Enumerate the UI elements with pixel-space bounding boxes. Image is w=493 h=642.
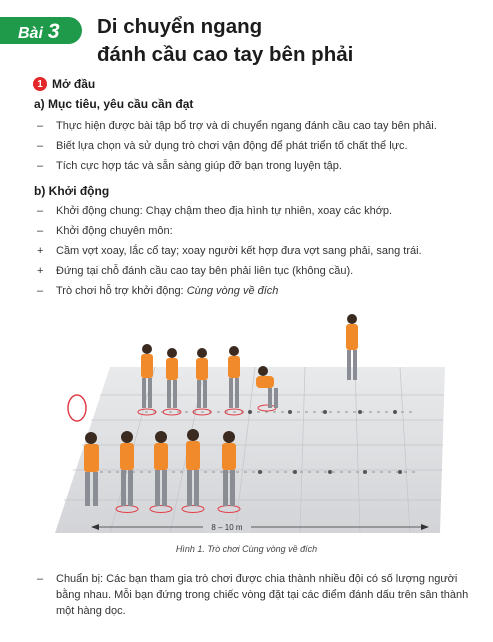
section-number-circle: 1: [33, 77, 47, 91]
list-item: – Trò chơi hỗ trợ khởi động: Cùng vòng về đích: [37, 285, 279, 297]
heading-a: a) Mục tiêu, yêu cầu cần đạt: [34, 97, 194, 111]
title-line-2: đánh cầu cao tay bên phải: [97, 43, 354, 66]
list-item: + Cầm vợt xoay, lắc cổ tay; xoay người kết hợp đưa vợt sang phải, sang trái.: [37, 245, 422, 257]
lesson-word: Bài: [18, 25, 43, 42]
section-label: Mở đầu: [52, 77, 96, 91]
title-line-1: Di chuyển ngang: [97, 15, 263, 38]
list-item: – Biết lựa chọn và sử dụng trò chơi vận động để phát triển tố chất thể lực.: [37, 140, 408, 152]
distance-label: 8 – 10 m: [211, 523, 243, 532]
game-name: Cùng vòng về đích: [186, 285, 279, 297]
lesson-badge: [0, 17, 82, 44]
game-illustration: [55, 305, 450, 537]
lesson-number: 3: [47, 20, 60, 43]
list-item: – Khởi động chuyên môn:: [37, 225, 173, 237]
figure-caption: Hình 1. Trò chơi Cùng vòng về đích: [175, 544, 318, 554]
preparation-paragraph: – Chuẩn bị: Các bạn tham gia trò chơi được chia thành nhiều đội có số lượng người bằng nhau. Mỗi bạn đứng trong chiếc vòng đặt tại các điểm đánh dấu trên sân thành một hàng dọc.: [37, 573, 469, 617]
list-item: – Tích cực hợp tác và sẵn sàng giúp đỡ bạn trong luyện tập.: [37, 160, 342, 172]
heading-b: b) Khởi động: [34, 184, 110, 198]
list-item: – Khởi động chung: Chạy chậm theo địa hình tự nhiên, xoay các khớp.: [37, 205, 393, 217]
list-item: + Đứng tại chỗ đánh cầu cao tay bên phải liên tục (không cầu).: [37, 265, 354, 277]
court: [55, 367, 445, 533]
ring-icon: [68, 395, 86, 421]
lesson-title: [97, 13, 353, 69]
section-1-heading: [33, 77, 95, 91]
list-item: – Thực hiện được bài tập bổ trợ và di chuyển ngang đánh cầu cao tay bên phải.: [37, 120, 437, 132]
